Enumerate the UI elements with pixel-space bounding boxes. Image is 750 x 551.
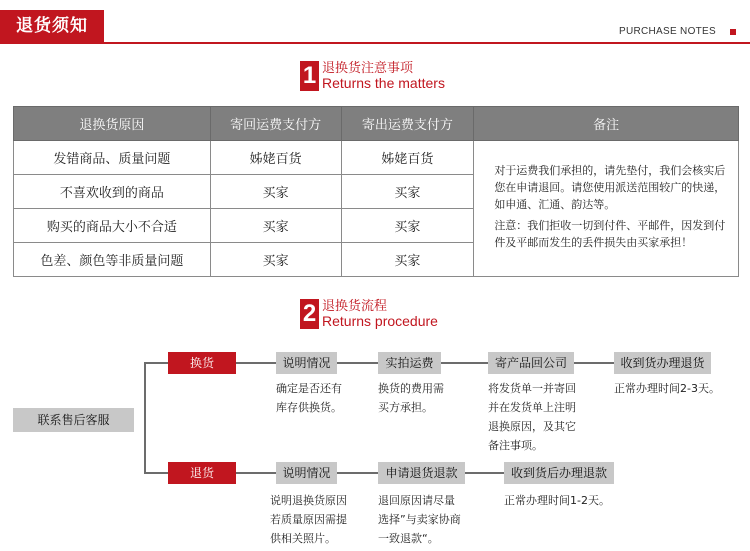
table-cell: 买家 (210, 209, 341, 243)
table-row (14, 141, 739, 175)
table-header: 寄回运费支付方 (210, 107, 341, 141)
contact-service-box: 联系售后客服 (13, 408, 134, 432)
refund-step-1: 说明情况 (276, 462, 337, 484)
note-warning: 注意：我们拒收一切到付件、平邮件，因发到付件及平邮而发生的丢件损失由买家承担！ (494, 219, 726, 249)
exchange-step-3-desc: 将发货单一并寄回并在发货单上注明退换原因，及其它备注事项。 (488, 382, 576, 452)
section-title-cn: 退换货注意事项 (322, 61, 414, 76)
exchange-step-4-desc: 正常办理时间2-3天。 (614, 382, 720, 395)
table-cell: 买家 (341, 175, 474, 209)
refund-step-2-desc: 退回原因请尽量选择”与卖家协商一致退款“。 (378, 494, 461, 545)
exchange-step-1-desc: 确定是否还有库存供换货。 (276, 382, 342, 414)
notes-cell (474, 141, 739, 277)
table-header: 退换货原因 (14, 107, 211, 141)
table-header: 备注 (474, 107, 739, 141)
table-cell: 发错商品、质量问题 (14, 141, 211, 175)
header-square-icon (730, 29, 736, 35)
exchange-step-2: 实拍运费 (378, 352, 441, 374)
exchange-step-1: 说明情况 (276, 352, 337, 374)
flow-connector (144, 362, 168, 364)
returns-table (13, 106, 739, 277)
table-cell: 色差、颜色等非质量问题 (14, 243, 211, 277)
refund-step-2: 申请退货退款 (378, 462, 465, 484)
note-shipping: 对于运费我们承担的，请先垫付，我们会核实后您在申请退回。请您使用派送范围较广的快递，如申通、汇通、韵达等。 (494, 164, 726, 211)
table-cell: 姊姥百货 (210, 141, 341, 175)
table-cell: 买家 (341, 209, 474, 243)
table-header: 寄出运费支付方 (341, 107, 474, 141)
exchange-step-2-desc: 换货的费用需买方承担。 (378, 382, 444, 414)
table-cell: 姊姥百货 (341, 141, 474, 175)
exchange-step-3: 寄产品回公司 (488, 352, 574, 374)
refund-step-1-desc: 说明退换货原因若质量原因需提供相关照片。 (270, 494, 347, 545)
header-divider (0, 42, 750, 44)
table-cell: 购买的商品大小不合适 (14, 209, 211, 243)
section-returns-procedure (300, 299, 438, 329)
flow-connector (144, 472, 168, 474)
section-title-cn: 退换货流程 (322, 299, 388, 314)
flow-vertical-line (144, 362, 146, 473)
section-title-en: Returns procedure (322, 313, 438, 329)
table-cell: 不喜欢收到的商品 (14, 175, 211, 209)
exchange-label: 换货 (168, 352, 236, 374)
table-cell: 买家 (210, 175, 341, 209)
table-cell: 买家 (341, 243, 474, 277)
table-cell: 买家 (210, 243, 341, 277)
section-number: 1 (300, 61, 319, 91)
table-header-row (14, 107, 739, 141)
section-title-en: Returns the matters (322, 75, 445, 91)
refund-step-3: 收到货后办理退款 (504, 462, 614, 484)
exchange-step-4: 收到货办理退货 (614, 352, 711, 374)
page-title: 退货须知 (0, 10, 104, 43)
refund-step-3-desc: 正常办理时间1-2天。 (504, 494, 610, 507)
section-number: 2 (300, 299, 319, 329)
refund-label: 退货 (168, 462, 236, 484)
section-returns-matters (300, 61, 445, 91)
purchase-notes-label: PURCHASE NOTES (619, 26, 716, 37)
